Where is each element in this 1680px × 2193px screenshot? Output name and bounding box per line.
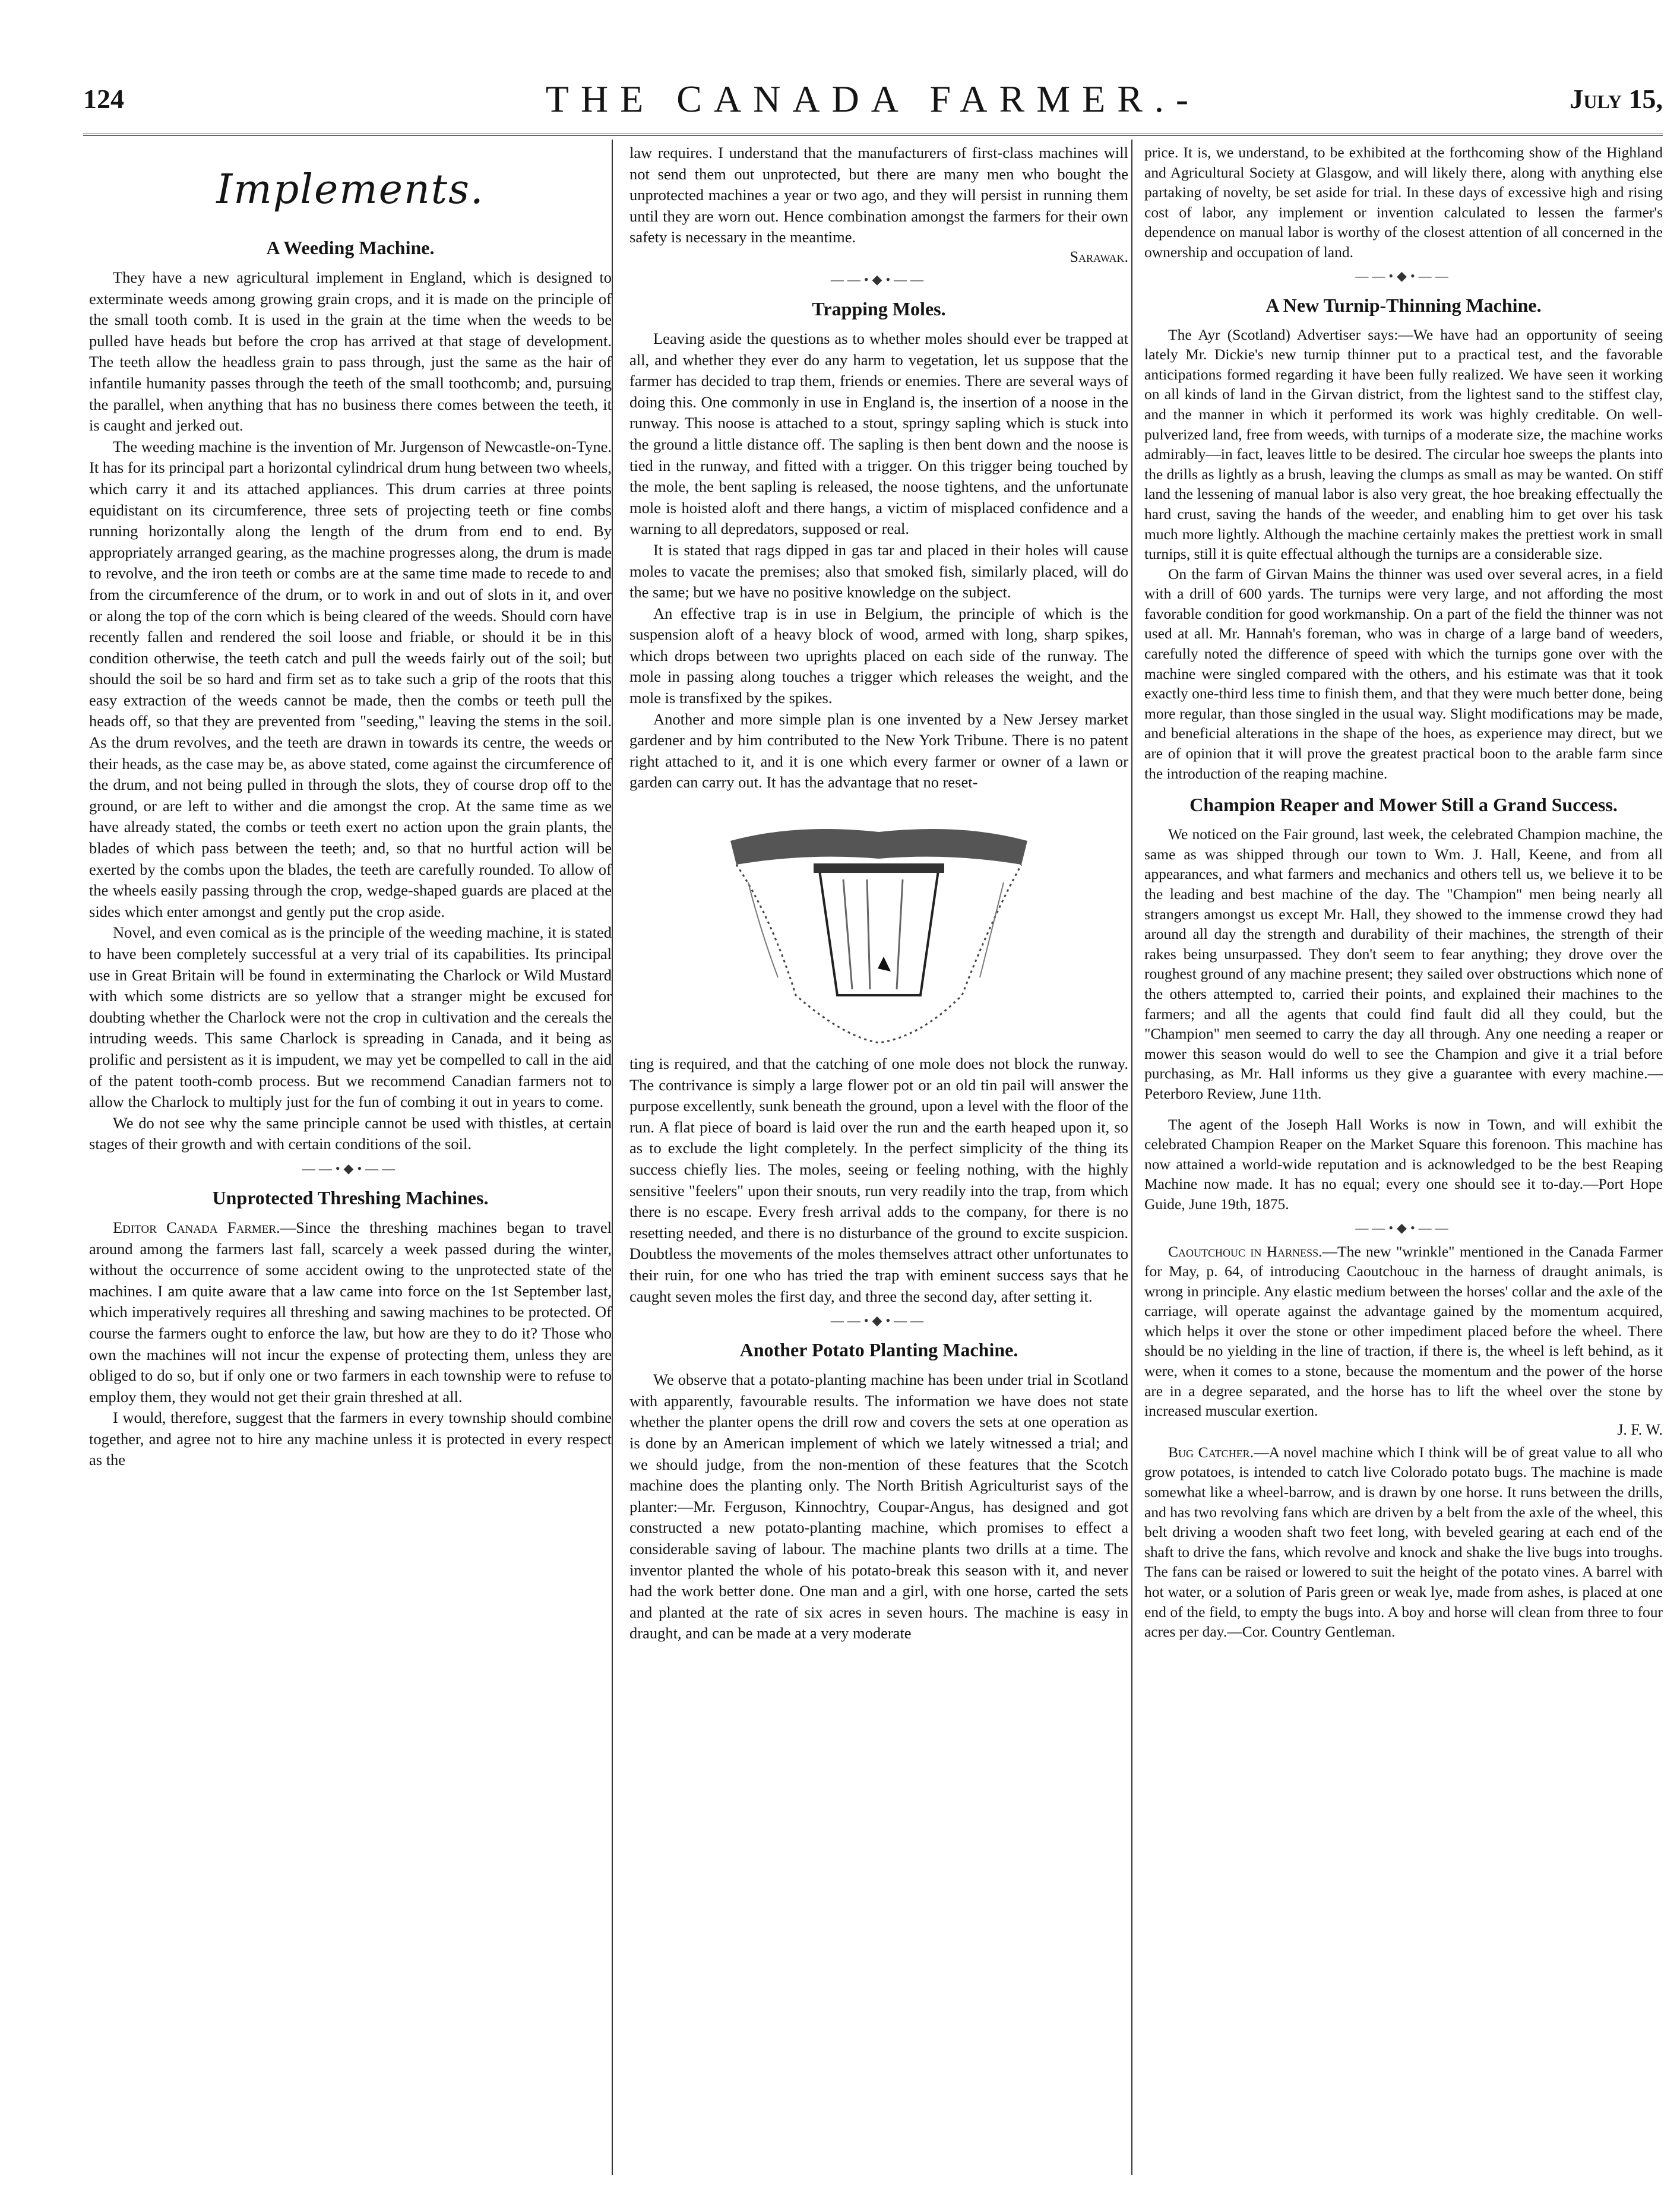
issue-date: July 15, xyxy=(1570,84,1663,114)
ornament-divider: ——•◆•—— xyxy=(302,1160,399,1176)
article-heading-potato-planting: Another Potato Planting Machine. xyxy=(739,1339,1018,1361)
paragraph xyxy=(1144,1242,1663,1421)
paragraph: An effective trap is in use in Belgium, the principle of which is the suspension aloft of a heavy block of wood, armed with long, sharp spikes, which drops between two uprights placed on each side of the runway. The mole in passing along touches a trigger which releases the weight, and the mole is transfixed by the spikes. xyxy=(629,604,1128,707)
paragraph: law requires. I understand that the manufacturers of first-class machines will not send them out unprotected, but there are many men who bought the unprotected machines a year or two ago, and they will persist in running them until they are worn out. Hence combination amongst the farmers for their own safety is necessary in the meantime. xyxy=(629,144,1128,246)
ornament-divider: ——•◆•—— xyxy=(1355,268,1452,283)
column-2 xyxy=(629,143,1128,2175)
paragraph: We observe that a potato-planting machine has been under trial in Scotland with apparently, favourable results. The information we have does not state whether the planter opens the drill row and covers the sets at one operation as is done by an American implement of which we lately witnessed a trial; and we should judge, from the non-mention of these features that the Scotch machine does the planting only. The North British Agriculturist says of the planter:—Mr. Ferguson, Kinnochtry, Coupar-Angus, has designed and got constructed a new potato-planting machine, which promises to effect a considerable saving of labour. The machine plants two drills at a time. The inventor planted the whole of his potato-break this season with it, and never had the work better done. One man and a girl, with one horse, carted the sets and planted at the rate of six acres in seven hours. The machine is easy in draught, and can be made at a very moderate xyxy=(629,1371,1128,1643)
page-number: 124 xyxy=(83,84,124,114)
article-heading-threshing: Unprotected Threshing Machines. xyxy=(212,1186,489,1208)
article-heading-trapping-moles: Trapping Moles. xyxy=(812,298,946,319)
paragraph: The weeding machine is the invention of Mr. Jurgenson of Newcastle-on-Tyne. It has for its principal part a horizontal cylindrical drum hung between two wheels, which carry it and its attached appliances. This drum carries at three points equidistant on its circumference, three sets of projecting teeth or fine combs running horizontally along the length of the drum from end to end. By appropriately arranged gearing, as the machine progresses along, the drum is made to revolve, and the iron teeth or combs are at the same time made to recede to and from the circumference of the drum, or to work in and out of slots in it, and over or along the top of the corn which is being cleared of the weeds. Should corn have recently fallen and rendered the soil loose and friable, or should it be in this condition otherwise, the teeth catch and pull the weeds fairly out of the soil; but should the soil be so hard and firm set as to take such a grip of the roots that this easy extraction of the weeds cannot be made, then the combs or teeth pull the heads off, so that they are prevented from "seeding," leaving the stems in the soil. As the drum revolves, and the teeth are drawn in towards its centre, the weeds or their heads, as the case may be, as above stated, come against the circumference of the drum, and not being pulled in through the slots, they of course drop off to the ground, or are left to wither and die amongst the crop. At the same time as we have already stated, the combs or teeth exert no action upon the grain plants, the blades of which pass between the teeth; and, so that no hurtful action will be exerted by the combs upon the blades, the teeth are carefully rounded. To allow of the wheels easily passing through the crop, wedge-shaped guards are placed at the sides which enter amongst and gently put the crop aside. xyxy=(89,437,612,920)
paragraph: price. It is, we understand, to be exhibited at the forthcoming show of the Highland and Agricultural Society at Glasgow, and will likely there, along with anything else partaking of novelty, be set aside for trial. In these days of excessive high and rising cost of labor, any implement or invention calculated to lessen the farmer's dependence on manual labor is worthy of the closest attention of all concerned in the ownership and occupation of land. xyxy=(1144,144,1663,261)
paragraph: We do not see why the same principle cannot be used with thistles, at certain stages of their growth and with certain conditions of the soil. xyxy=(89,1113,612,1153)
paragraph-text: —A novel machine which I think will be of great value to all who grow potatoes, is intended to catch live Colorado potato bugs. The machine is made somewhat like a wheel-barrow, and is drawn by one horse. It runs between the drills, and has two revolving fans which are driven by a belt from the axle of the wheel, this belt driving a wooden shaft two feet long, with beveled gearing at each end of the shaft to drive the fans, which revolve and knock and shake the live bugs into troughs. The fans can be raised or lowered to suit the height of the potato vines. A barrel with hot water, or a solution of Paris green or weak lye, made from ashes, is placed at one end of the field, to empty the bugs into. A boy and horse will clean from three to four acres per day.—Cor. Country Gentleman. xyxy=(1144,1443,1663,1641)
paragraph xyxy=(89,1217,612,1407)
paragraph: ting is required, and that the catching of one mole does not block the runway. The contrivance is simply a large flower pot or an old tin pail will answer the purpose excellently, sunk beneath the ground, upon a level with the floor of the run. A flat piece of board is laid over the run and the earth heaped upon it, so as to exclude the light completely. In the perfect simplicity of the thing its success chiefly lies. The moles, seeing or feeling nothing, with the highly sensitive "feelers" upon their snouts, run very readily into the trap, from which there is no escape. Every fresh arrival adds to the company, for there is no resetting needed, and there is no disturbance of the ground to excite suspicion. Doubtless the movements of the moles themselves attract other unfortunates to their ruin, for one who has tried the trap with eminent success says that he caught seven moles the first day, and three the second day, after setting it. xyxy=(629,1055,1128,1305)
ornament-divider: ——•◆•—— xyxy=(830,1313,928,1328)
paragraph: We noticed on the Fair ground, last week, the celebrated Champion machine, the same as was shipped through our town to Wm. J. Hall, Keene, and from all appearances, and what farmers and mechanics and others tell us, we believe it to be the leading and best machine of the day. The "Champion" men being nearly all strangers amongst us except Mr. Hall, they showed to the immense crowd they had around all day the strength and durability of their machines, the strength of their rakes being unsurpassed. They don't seem to fear anything; they drove over the roughest ground of any machine present; they sailed over obstructions which none of the others attempted to, carried their points, and explained their machines to the farmers; and all the agents that could find fault did all they could, but the "Champion" men seemed to carry the day all through. Any one needing a reaper or mower this season would do well to see the Champion and give it a trial before purchasing, as Mr. Hall informs us they give a guarantee with every machine.—Peterboro Review, June 11th. xyxy=(1144,825,1663,1102)
mole-trap-illustration xyxy=(724,799,1033,1049)
paragraph: The agent of the Joseph Hall Works is now in Town, and will exhibit the celebrated Champion Reaper on the Market Square this forenoon. This machine has now attained a world-wide reputation and is acknowledged to be the best Reaping Machine now made. It has no equal; every one should see it to-day.—Port Hope Guide, June 19th, 1875. xyxy=(1144,1115,1663,1213)
ornament-divider: ——•◆•—— xyxy=(1355,1220,1452,1235)
run-in-heading: Caoutchouc in Harness. xyxy=(1168,1242,1323,1260)
department-heading: Implements. xyxy=(216,166,485,213)
column-3 xyxy=(1131,143,1663,2175)
paragraph: Another and more simple plan is one invented by a New Jersey market gardener and by him contributed to the New York Tribune. There is no patent right attached to it, and it is one which every farmer or owner of a lawn or garden can carry out. It has the advantage that no reset- xyxy=(629,710,1128,792)
paragraph: It is stated that rags dipped in gas tar and placed in their holes will cause moles to vacate the premises; also that smoked fish, similarly placed, will do the same; but we have no positive knowledge on the subject. xyxy=(629,540,1128,602)
paragraph: I would, therefore, suggest that the farmers in every township should combine together, and agree not to hire any machine unless it is protected in every respect as the xyxy=(89,1409,612,1469)
paragraph-text: —The new "wrinkle" mentioned in the Canada Farmer for May, p. 64, of introducing Caoutchouc in the harness of draught animals, is wrong in principle. Any elastic medium between the horses' collar and the axle of the carriage, will operate against the advantage gained by the momentum acquired, which helps it over the stone or other impediment placed before the wheel. There should be no yielding in the line of traction, if there is, the wheel is left behind, as it were, when it comes to a stone, because the momentum and the power of the horse are in a degree separated, and the horse has to lift the wheel over the stone by increased muscular exertion. xyxy=(1144,1242,1663,1420)
signature: J. F. W. xyxy=(1617,1420,1663,1438)
signature: Sarawak. xyxy=(1070,248,1128,265)
paragraph: Leaving aside the questions as to whether moles should ever be trapped at all, and whether they ever do any harm to vegetation, let us suppose that the farmer has decided to trap them, friends or enemies. There are several ways of doing this. One commonly in use in England is, the insertion of a noose in the runway. This noose is attached to a stout, springy sapling which is stuck into the ground a little distance off. The sapling is then bent down and the noose is tied in the runway, and fitted with a trigger. On this trigger being touched by the mole, the bent sapling is released, the noose tightens, and the unfortunate mole is hoisted aloft and there hangs, a victim of misplaced confidence and a warning to all depredators, supposed or real. xyxy=(629,329,1128,538)
column-1 xyxy=(89,143,612,2175)
article-heading-turnip-thinning: A New Turnip-Thinning Machine. xyxy=(1265,294,1542,316)
ornament-divider: ——•◆•—— xyxy=(830,271,928,287)
column-3-inner xyxy=(1131,143,1663,1642)
masthead xyxy=(83,77,1663,137)
article-heading-weeding-machine: A Weeding Machine. xyxy=(266,237,435,258)
paragraph: On the farm of Girvan Mains the thinner was used over several acres, in a field with a drill of 600 yards. The turnips were very large, and not affording the most favorable condition for good workmanship. On a part of the field the thinner was not used at all. Mr. Hannah's foreman, who was in charge of a large band of weeders, carefully noted the difference of speed with which the turnips gone over with the machine were singled compared with the others, and his estimate was that it took exactly one-third less time to finish them, and that they were much better done, being more regular, than those singled in the usual way. Slight modifications may be made, and beneficial alterations in the shape of the hoes, as experience may direct, but we are of opinion that it will prove the greatest practical boon to the arable farm since the introduction of the reaping machine. xyxy=(1144,565,1663,782)
paragraph: The Ayr (Scotland) Advertiser says:—We have had an opportunity of seeing lately Mr. Dickie's new turnip thinner put to a practical test, and the favorable anticipations formed regarding it have been fully realized. We have seen it working on all kinds of land in the Girvan district, from the lightest sand to the stiffest clay, and the manner in which it performed its work was highly creditable. On well-pulverized land, free from weeds, with turnips of a moderate size, the machine works admirably—in fact, leaves little to be desired. The circular hoe sweeps the plants into the drills as lightly as a brush, leaving the clumps as small as may be wanted. On stiff land the lessening of manual labor is also very great, the hoe breaking effectually the hard crust, saving the hands of the weeder, and enabling him to get over his task much more lightly. Although the machine certainly makes the prettiest work in small turnips, still it is quite effectual although the turnips are a considerable size. xyxy=(1144,325,1663,563)
run-in-heading: Editor Canada Farmer. xyxy=(113,1218,280,1236)
article-heading-champion-reaper: Champion Reaper and Mower Still a Grand Success. xyxy=(1189,794,1618,816)
paragraph-text: —Since the threshing machines began to travel around among the farmers last fall, scarcely a week passed during the winter, without the occurrence of some accident owing to the unprotected state of the machines. I am quite aware that a law came into force on the 1st September last, which imperatively requires all threshing and sawing machines to be protected. Of course the farmers ought to enforce the law, but how are they to do it? Those who own the machines will not incur the expense of protecting them, unless they are obliged to do so, but if only one or two farmers in each township were to refuse to employ them, they would not get their grain threshed at all. xyxy=(89,1218,612,1406)
paragraph xyxy=(1144,1442,1663,1642)
paragraph: Novel, and even comical as is the principle of the weeding machine, it is stated to have been completely successful at a very trial of its capabilities. Its principal use in Great Britain will be found in exterminating the Charlock or Wild Mustard with which some districts are so yellow that a stranger might be excused for doubting whether the Charlock were not the crop in cultivation and the cereals the intruding weeds. This same Charlock is spreading in Canada, and it being as prolific and persistent as it is impudent, we may yet be compelled to call in the aid of the patent tooth-comb process. But we recommend Canadian farmers not to allow the Charlock to multiply just for the fun of combing it out in years to come. xyxy=(89,923,612,1111)
run-in-heading: Bug Catcher. xyxy=(1168,1443,1254,1461)
paragraph: They have a new agricultural implement in England, which is designed to exterminate weeds among growing grain crops, and it is made on the principle of the small tooth comb. It is used in the grain at the time when the weeds to be pulled have heads but before the crop has arrived at that stage of development. The teeth allow the headless grain to pass through, just the same as the hair of infantile humanity passes through the teeth of the small toothcomb; and, pursuing the parallel, when anything that has no business there comes between the teeth, it is caught and jerked out. xyxy=(89,268,612,435)
column-rule xyxy=(612,140,613,2175)
newspaper-title: THE CANADA FARMER.- xyxy=(545,78,1201,120)
header-rule xyxy=(83,134,1663,136)
